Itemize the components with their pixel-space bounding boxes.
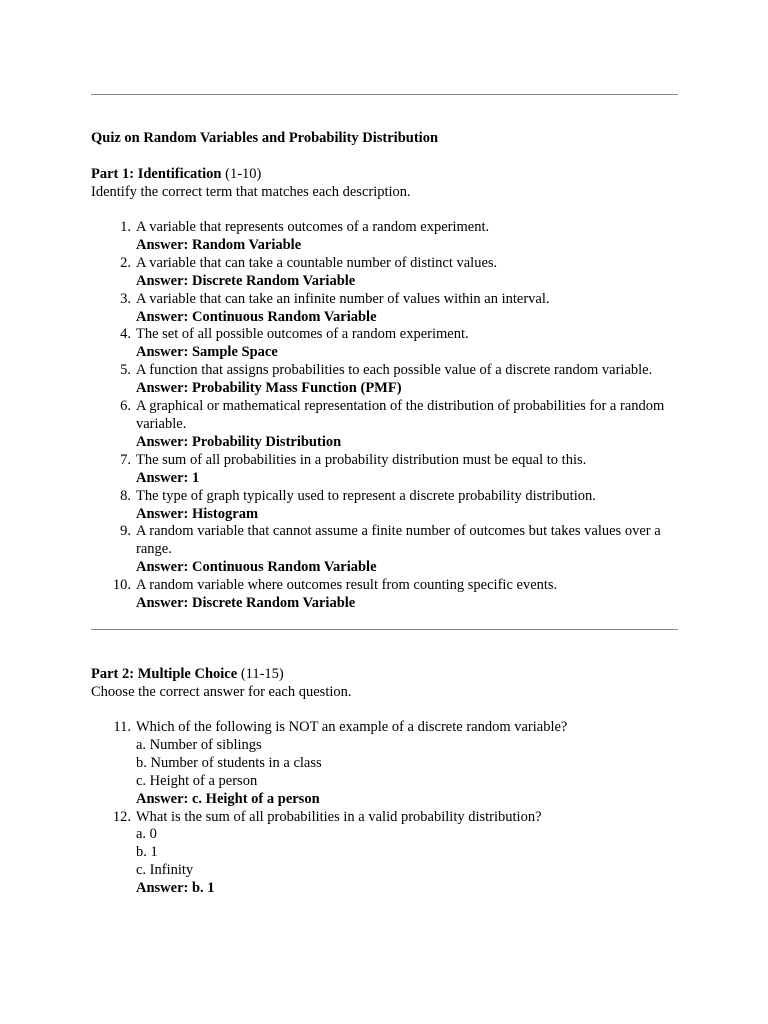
question-item <box>120 254 681 291</box>
question-text: A function that assigns probabilities to each possible value of a discrete random variable. <box>136 362 653 379</box>
question-answer: Answer: Sample Space <box>136 344 278 361</box>
answer-option: b. Number of students in a class <box>136 754 322 771</box>
part1-heading <box>91 165 261 183</box>
answer-option: b. 1 <box>136 844 158 861</box>
question-item <box>120 326 681 362</box>
question-answer: Answer: c. Height of a person <box>136 790 320 807</box>
question-answer: Answer: b. 1 <box>136 880 215 897</box>
question-text: A variable that can take an infinite number of values within an interval. <box>136 290 550 307</box>
question-item <box>120 398 681 452</box>
question-item <box>112 808 681 899</box>
question-text: A variable that can take a countable number of distinct values. <box>136 254 498 271</box>
question-item <box>120 290 681 327</box>
part2-range: (11-15) <box>240 666 284 682</box>
question-number: 6. <box>120 398 131 415</box>
question-answer: Answer: Random Variable <box>136 236 302 253</box>
question-item <box>120 487 681 524</box>
top-divider <box>91 94 678 95</box>
part1-question-list <box>112 219 681 613</box>
question-number: 11. <box>113 719 131 735</box>
question-number: 8. <box>120 487 131 504</box>
answer-option: c. Infinity <box>136 862 194 879</box>
part1-range: (1-10) <box>225 166 262 182</box>
question-number: 5. <box>120 362 131 379</box>
quiz-title: Quiz on Random Variables and Probability Distribution <box>91 130 439 146</box>
part1-heading-label: Part 1: Identification <box>91 166 222 182</box>
question-text: What is the sum of all probabilities in a valid probability distribution? <box>136 808 542 825</box>
part1-instructions: Identify the correct term that matches each description. <box>91 184 411 200</box>
question-number: 4. <box>120 326 131 343</box>
question-text: Which of the following is NOT an example of a discrete random variable? <box>136 719 568 735</box>
question-answer: Answer: 1 <box>136 469 200 486</box>
question-number: 1. <box>120 219 131 235</box>
question-text: A random variable that cannot assume a finite number of outcomes but takes values over a range. <box>136 523 661 558</box>
part2-question-list <box>112 719 681 898</box>
answer-option: a. 0 <box>136 826 157 843</box>
question-item <box>120 451 681 488</box>
question-number: 12. <box>112 808 131 825</box>
part2-heading-label: Part 2: Multiple Choice <box>91 666 238 682</box>
question-number: 9. <box>120 523 131 540</box>
question-answer: Answer: Histogram <box>136 505 259 522</box>
question-item <box>113 719 681 809</box>
question-item <box>112 577 681 613</box>
question-number: 7. <box>120 451 131 468</box>
question-answer: Answer: Probability Distribution <box>136 433 342 450</box>
question-item <box>120 362 681 398</box>
question-answer: Answer: Discrete Random Variable <box>136 272 356 289</box>
part2-instructions: Choose the correct answer for each question. <box>91 684 352 700</box>
question-number: 2. <box>120 254 131 271</box>
answer-option: a. Number of siblings <box>136 736 262 753</box>
question-number: 10. <box>112 577 131 594</box>
question-text: A variable that represents outcomes of a random experiment. <box>136 219 490 235</box>
question-text: A graphical or mathematical representation of the distribution of probabilities for a random variable. <box>136 398 665 432</box>
question-text: A random variable where outcomes result from counting specific events. <box>136 577 558 594</box>
question-item <box>120 219 681 255</box>
question-text: The set of all possible outcomes of a random experiment. <box>136 326 469 343</box>
question-text: The sum of all probabilities in a probability distribution must be equal to this. <box>136 451 587 468</box>
question-text: The type of graph typically used to represent a discrete probability distribution. <box>136 487 596 504</box>
part2-heading <box>91 665 284 683</box>
question-answer: Answer: Probability Mass Function (PMF) <box>136 380 402 397</box>
question-item <box>120 523 681 577</box>
question-answer: Answer: Discrete Random Variable <box>136 595 356 612</box>
question-answer: Answer: Continuous Random Variable <box>136 308 377 325</box>
question-answer: Answer: Continuous Random Variable <box>136 559 377 576</box>
question-number: 3. <box>120 290 131 307</box>
section-divider <box>91 629 678 630</box>
answer-option: c. Height of a person <box>136 772 258 789</box>
